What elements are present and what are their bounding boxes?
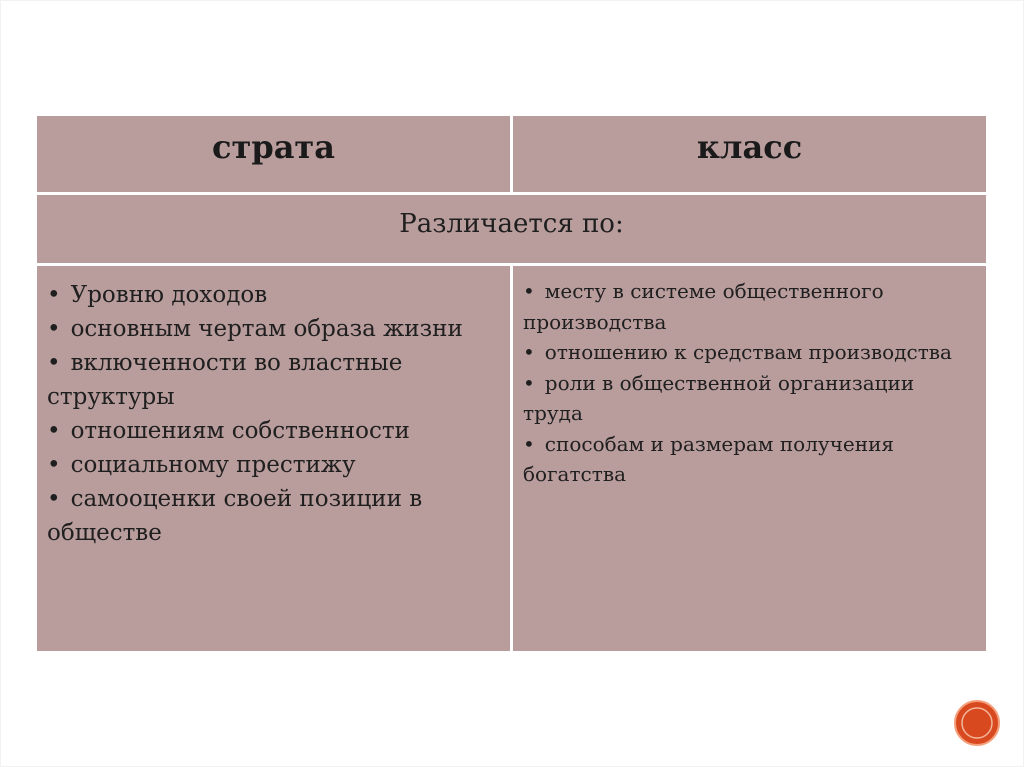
header-class [513, 116, 986, 192]
list-item-text: социальному престижу [70, 452, 356, 478]
list-item-text: отношениям собственности [70, 418, 410, 444]
list-item-text: способам и размерам получения богатства [523, 431, 895, 486]
slide-badge-icon [953, 699, 1001, 747]
list-item-text: основным чертам образа жизни [70, 316, 463, 342]
list-item-text: отношению к средствам производства [544, 340, 952, 364]
list-item [47, 278, 500, 312]
class-criteria-cell [513, 266, 986, 651]
bullet-icon: • [47, 452, 61, 478]
list-item-text: месту в системе общественного производства [523, 279, 884, 334]
list-item [47, 346, 500, 414]
bullet-icon: • [47, 350, 61, 376]
list-item-text: роли в общественной организации труда [523, 370, 915, 425]
list-item [523, 337, 976, 368]
list-item-text: самооценки своей позиции в обществе [47, 486, 423, 546]
list-item [523, 429, 976, 490]
list-item [523, 276, 976, 337]
comparison-table [37, 116, 986, 651]
list-item [47, 414, 500, 448]
list-item-text: Уровню доходов [70, 282, 268, 308]
strata-criteria-cell [37, 266, 510, 651]
bullet-icon: • [523, 431, 535, 456]
list-item [47, 312, 500, 346]
subheader-label: Различается по: [399, 209, 624, 239]
header-class-label: класс [696, 128, 803, 166]
bullet-icon: • [523, 279, 535, 303]
bullet-icon: • [523, 370, 535, 395]
header-strata [37, 116, 510, 192]
bullet-icon: • [47, 316, 61, 342]
header-strata-label: страта [212, 128, 335, 166]
list-item [523, 368, 976, 429]
bullet-icon: • [47, 486, 61, 512]
bullet-icon: • [47, 418, 61, 444]
list-item [47, 448, 500, 482]
list-item [47, 482, 500, 550]
subheader-row [37, 195, 986, 263]
bullet-icon: • [47, 282, 61, 308]
list-item-text: включенности во властные структуры [47, 350, 403, 410]
bullet-icon: • [523, 340, 535, 364]
